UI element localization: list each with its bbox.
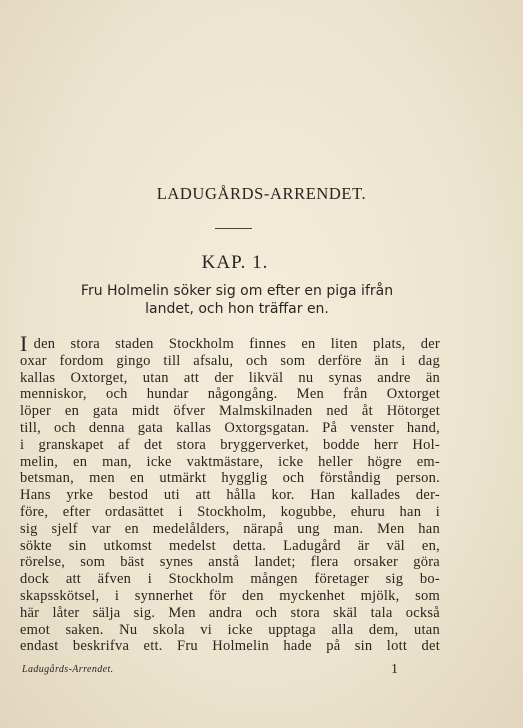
body-line: här låter sälja sig. Men andra och stora skäl tala också	[20, 604, 440, 621]
chapter-heading: KAP. 1.	[201, 252, 269, 273]
body-line	[20, 331, 440, 356]
body-line: emot saken. Nu skola vi icke upptaga alla dem, utan	[20, 621, 440, 638]
running-title: Ladugårds-Arrendet.	[22, 664, 114, 675]
body-line: oxar fordom gingo till afsalu, och som derföre än i dag	[20, 352, 440, 369]
body-line: till, och denna gata kallas Oxtorgsgatan. På venster hand,	[20, 419, 440, 436]
body-line: menniskor, och hundar någongång. Men från Oxtorget	[20, 386, 440, 403]
body-line: kallas Oxtorget, utan att der likväl nu synas andre än	[20, 369, 440, 386]
drop-cap: I	[20, 331, 28, 356]
body-line: endast beskrifva ett. Fru Holmelin hade på sin lott det	[20, 638, 440, 655]
chapter-summary-line-2: landet, och hon träffar en.	[145, 301, 329, 317]
body-line: betsman, men en utmärkt hygglig och förståndig person.	[20, 470, 440, 487]
page-number: 1	[391, 662, 398, 677]
chapter-summary	[22, 282, 452, 318]
title-rule	[215, 228, 252, 229]
chapter-summary-line-1: Fru Holmelin söker sig om efter en piga ifrån	[80, 283, 394, 299]
body-paragraph	[20, 331, 440, 655]
book-title: LADUGÅRDS-ARRENDET.	[156, 184, 367, 203]
body-line: skapsskötsel, i synnerhet för den myckenhet mjölk, som	[20, 587, 440, 604]
body-line: Hans yrke bestod uti att hålla kor. Han kallades der-	[20, 487, 440, 504]
body-line: sökte sin utkomst medelst detta. Ladugård är väl en,	[20, 537, 440, 554]
body-line: i granskapet af det stora bryggerverket, bodde herr Hol-	[20, 436, 440, 453]
page-footer	[22, 662, 440, 676]
body-line: före, efter ordasättet i Stockholm, kogubbe, ehuru han i	[20, 503, 440, 520]
body-line: sig sjelf var en medelålders, närapå ung man. Men han	[20, 520, 440, 537]
body-line: löper en gata midt öfver Malmskilnaden ned åt Hötorget	[20, 403, 440, 420]
body-line: dock att äfven i Stockholm mången företager sig bo-	[20, 571, 440, 588]
body-line: melin, en man, icke vaktmästare, icke heller högre em-	[20, 453, 440, 470]
body-line-text: den stora staden Stockholm finnes en liten plats, der	[33, 336, 440, 352]
body-line: rörelse, som bäst synes anstå landet; flera orsaker göra	[20, 554, 440, 571]
